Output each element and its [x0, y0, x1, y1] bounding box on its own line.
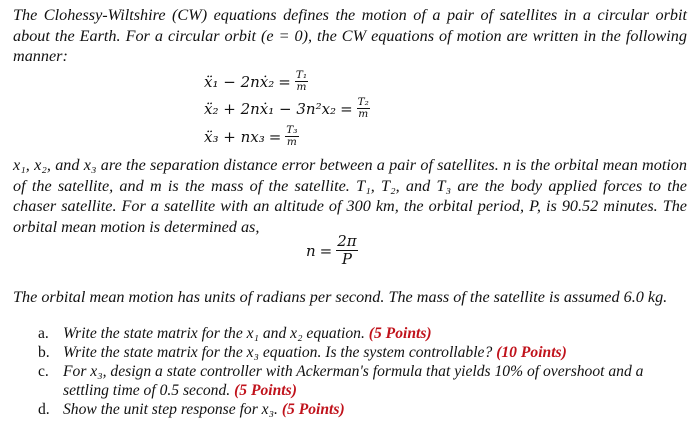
mean-motion-fraction — [336, 233, 357, 268]
question-text: Write the state matrix for the x₁ and x₂ equation. — [63, 325, 365, 342]
fraction-denominator: m — [296, 81, 307, 93]
cw-equation-3 — [204, 125, 299, 148]
cw-equation-1 — [204, 70, 308, 93]
question-list — [38, 324, 688, 419]
fraction-numerator: T₃ — [286, 124, 298, 136]
cw-equation-1-fraction — [295, 70, 308, 93]
question-marker: c. — [38, 363, 49, 380]
equals-sign: = — [278, 72, 291, 91]
units-note-paragraph: The orbital mean motion has units of radians per second. The mass of the satellite is assumed 6.0 kg. — [13, 288, 668, 306]
fraction-numerator: 2π — [337, 232, 357, 250]
cw-equation-3-fraction — [285, 125, 298, 148]
question-item-d — [38, 400, 688, 419]
definitions-paragraph: x₁, x₂, and x₃ are the separation distance error between a pair of satellites. n is the orbital mean motion of the satellite, and m is the mass of the satellite. T₁, T₂, and T₃ are the body applied forces to the chaser satellite. For a satellite with an altitude of 300 km, the orbital period, P, is 90.52 minutes. The orbital mean motion is determined as, — [13, 156, 687, 236]
cw-equation-2 — [204, 97, 370, 120]
mean-motion-lhs: n — [306, 241, 316, 260]
question-points: (5 Points) — [368, 325, 432, 342]
question-text: Show the unit step response for x₃. — [63, 401, 278, 418]
question-text: For x₃, design a state controller with Ackerman's formula that yields 10% of overshoot and a settling time of 0.5 second. — [63, 363, 644, 399]
question-text: Write the state matrix for the x₃ equation. Is the system controllable? — [63, 344, 493, 361]
cw-equation-1-lhs: ẍ₁ − 2nẋ₂ — [204, 72, 275, 91]
equals-sign: = — [268, 127, 282, 146]
question-points: (10 Points) — [496, 344, 567, 361]
equals-sign: = — [340, 99, 353, 118]
question-marker: d. — [38, 401, 50, 418]
fraction-denominator: m — [358, 108, 369, 120]
question-marker: a. — [38, 325, 49, 342]
cw-equation-3-lhs: ẍ₃ + nx₃ — [204, 127, 265, 146]
intro-paragraph: The Clohessy-Wiltshire (CW) equations defines the motion of a pair of satellites in a circular orbit about the Earth. For a circular orbit (e = 0), the CW equations of motion are written in the following manner: — [13, 6, 687, 65]
cw-equation-2-lhs: ẍ₂ + 2nẋ₁ − 3n²x₂ — [204, 99, 337, 118]
cw-equation-2-fraction — [357, 97, 370, 120]
equals-sign: = — [319, 241, 333, 260]
question-marker: b. — [38, 344, 50, 361]
question-item-b — [38, 343, 688, 362]
mean-motion-equation — [306, 233, 358, 268]
question-points: (5 Points) — [234, 382, 297, 399]
fraction-denominator: m — [286, 136, 297, 148]
question-item-a — [38, 324, 688, 343]
question-points: (5 Points) — [281, 401, 345, 418]
fraction-numerator: T₁ — [295, 69, 308, 81]
question-item-c — [38, 362, 688, 400]
fraction-denominator: P — [341, 250, 352, 268]
fraction-numerator: T₂ — [357, 96, 369, 108]
